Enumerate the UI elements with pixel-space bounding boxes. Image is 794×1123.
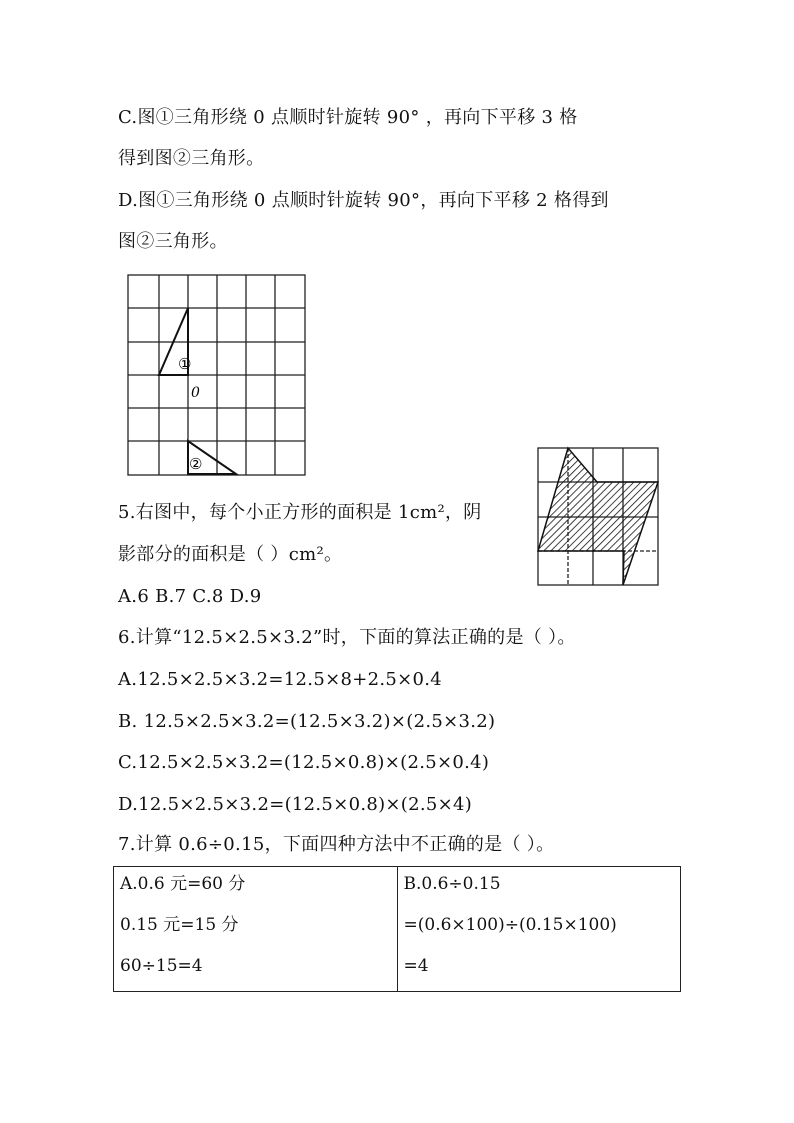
marker-2: ②: [189, 455, 203, 473]
method-b-cell: [397, 867, 681, 992]
method-b-line1: B.0.6÷0.15: [403, 874, 501, 894]
method-b-line2: =(0.6×100)÷(0.15×100): [403, 915, 617, 935]
method-b-line3: =4: [403, 956, 429, 976]
q5-options: A.6 B.7 C.8 D.9: [118, 586, 262, 607]
method-a-line3: 60÷15=4: [120, 956, 203, 976]
method-a-line2: 0.15 元=15 分: [120, 915, 239, 935]
q7-methods-table: [113, 866, 681, 992]
q6-option-c: C.12.5×2.5×3.2=(12.5×0.8)×(2.5×0.4): [118, 752, 490, 773]
method-a-cell: [114, 867, 398, 992]
option-d-line2: 图②三角形。: [118, 231, 228, 252]
shaded-region: [538, 448, 658, 585]
grid-lines: [128, 275, 305, 475]
q6-option-b: B. 12.5×2.5×3.2=(12.5×3.2)×(2.5×3.2): [118, 711, 496, 732]
option-d-line1: D.图①三角形绕 0 点顺时针旋转 90°，再向下平移 2 格得到: [118, 190, 609, 211]
q5-line1: 5.右图中，每个小正方形的面积是 1cm²，阴: [118, 502, 482, 523]
q6-option-a: A.12.5×2.5×3.2=12.5×8+2.5×0.4: [118, 669, 443, 690]
q6-option-d: D.12.5×2.5×3.2=(12.5×0.8)×(2.5×4): [118, 794, 473, 815]
q7-stem: 7.计算 0.6÷0.15，下面四种方法中不正确的是（ ）。: [118, 834, 555, 855]
q6-stem: 6.计算“12.5×2.5×3.2”时，下面的算法正确的是（ ）。: [118, 627, 576, 648]
point-o-label: 0: [191, 385, 200, 401]
option-c-line1: C.图①三角形绕 0 点顺时针旋转 90° ，再向下平移 3 格: [118, 107, 578, 128]
q5-line2: 影部分的面积是（ ）cm²。: [118, 544, 343, 565]
parallelogram-grid-figure: [535, 446, 661, 588]
marker-1: ①: [178, 355, 192, 373]
rotation-grid-figure: [124, 272, 310, 478]
method-a-line1: A.0.6 元=60 分: [120, 874, 246, 894]
option-c-line2: 得到图②三角形。: [118, 148, 265, 169]
